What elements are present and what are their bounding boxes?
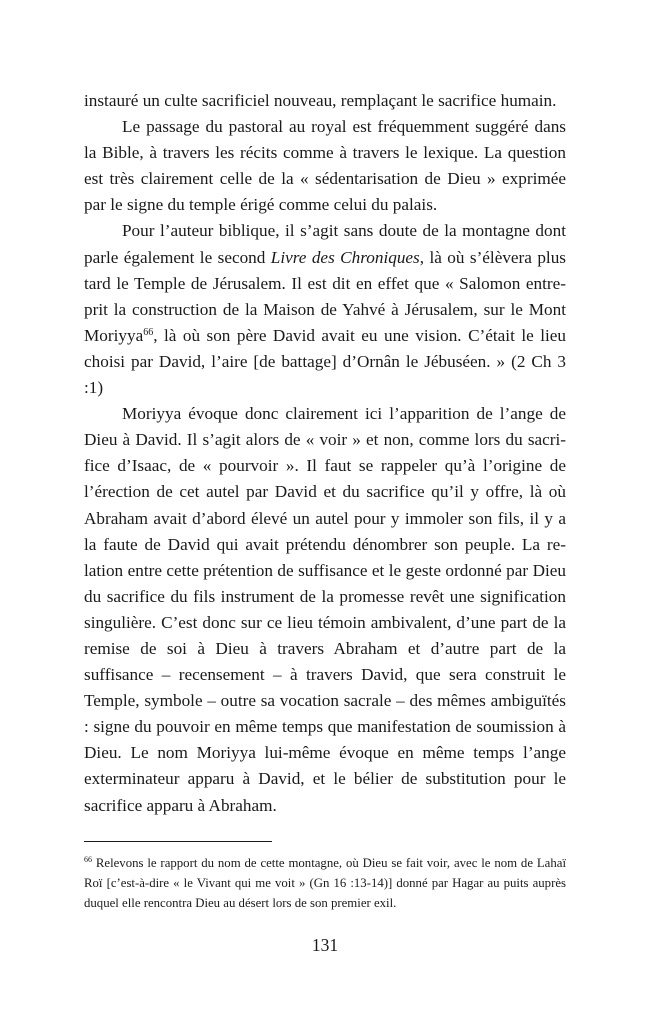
footnote-separator [84, 841, 272, 842]
footnote-paragraph [84, 853, 566, 914]
footnote-text: Relevons le rapport du nom de cette montagne, où Dieu se fait voir, avec le nom de Lahaï Roï [c’est-à-dire « le Vivant qui me voit » (Gn 16 :13-14)] donné par Hagar au puits auprès duquel elle rencontra Dieu au désert lors de son premier exil. [84, 856, 566, 911]
paragraph [84, 114, 566, 218]
text-run: Pour l’auteur biblique, il s’agit sans doute de la montagne dont parle également le second [84, 221, 566, 267]
page-number: 131 [311, 935, 339, 955]
text-run: Le passage du pastoral au royal est fréquemment suggéré dans la Bible, à travers les récits comme à travers le lexique. La question est très clairement celle de la « sédentarisation de Dieu » exprimée par le signe du temple érigé comme celui du palais. [84, 117, 566, 215]
footnote [84, 853, 566, 914]
paragraph [84, 218, 566, 401]
text-run: , là où s’élèvera plus tard le Temple de Jérusalem. Il est dit en effet que « Salomon entreprit la construction de la Maison de Yahvé à Jérusalem, sur le Mont Moriyya [84, 247, 566, 345]
text-run: Moriyya évoque donc clairement ici l’apparition de l’ange de Dieu à David. Il s’agit alors de « voir » et non, comme lors du sacrifice d’Isaac, de « pourvoir ». Il faut se rappeler qu’à l’origine de l’érection de cet autel par David et du sacrifice qu’il y offre, là où Abraham avait d’abord élevé un autel pour y immoler son fils, il y a la faute de David qui avait prétendu dénombrer son peuple. La relation entre cette prétention de suffisance et le geste ordonné par Dieu du sacrifice du fils instrument de la promesse revêt une signification singulière. C’est donc sur ce lieu témoin ambivalent, d’une part de la remise de soi à Dieu à travers Abraham et d’autre part de la suffisance – recensement – à travers David, que sera construit le Temple, symbole – outre sa vocation sacrale – des mêmes ambiguïtés : signe du pouvoir en même temps que manifestation de soumission à Dieu. Le nom Moriyya lui-même évoque en même temps l’ange exterminateur apparu à David, et le bélier de substitution pour le sacrifice apparu à Abraham. [84, 404, 566, 815]
footnote-reference[interactable]: 66 [143, 326, 154, 338]
text-run: , là où son père David avait eu une vision. C’était le lieu choisi par David, l’aire [de battage] d’Ornân le Jébuséen. » (2 Ch 3 :1) [84, 325, 566, 398]
book-title-italic: Livre des Chroniques [270, 247, 420, 267]
footnote-number: 66 [84, 855, 92, 864]
paragraph [84, 88, 566, 114]
text-run: instauré un culte sacrificiel nouveau, remplaçant le sacrifice humain. [84, 91, 557, 110]
body-text [84, 88, 566, 819]
paragraph [84, 401, 566, 819]
